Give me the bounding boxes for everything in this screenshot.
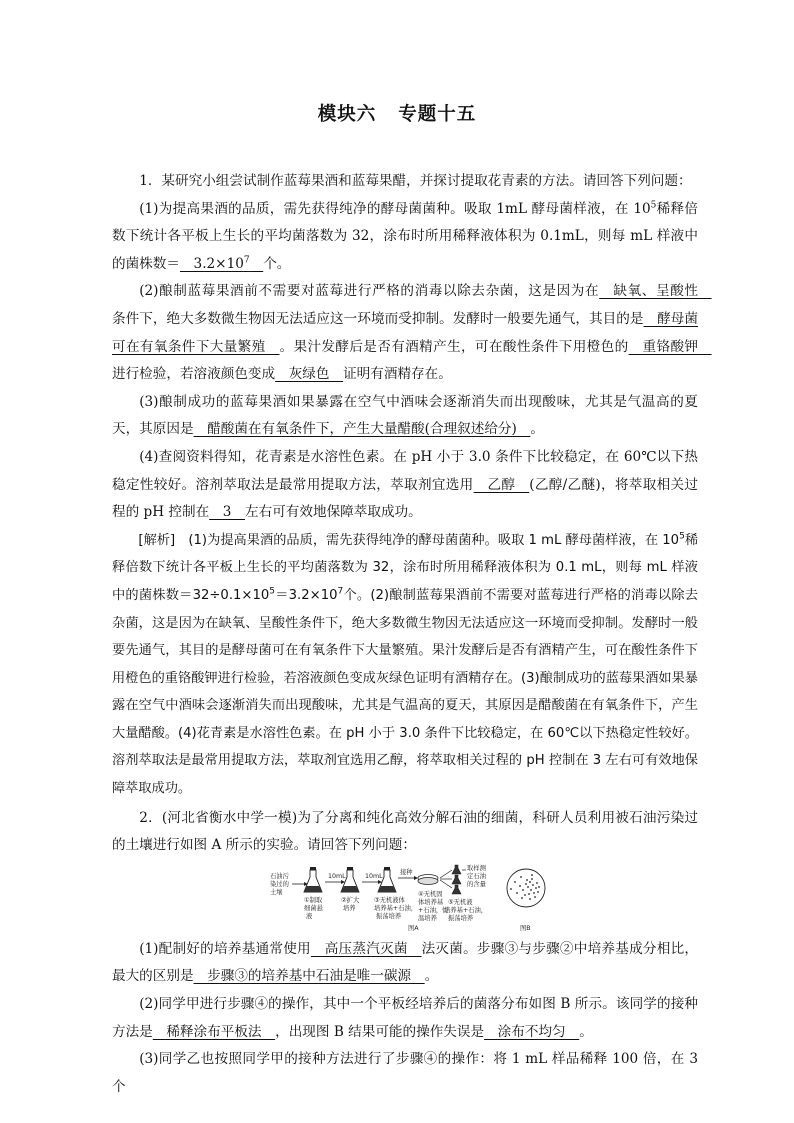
svg-text:③无机液体: ③无机液体	[374, 896, 405, 904]
page-title	[0, 100, 794, 126]
answer-blank: 乙醇	[473, 476, 530, 493]
colony-plate-icon	[507, 869, 545, 907]
svg-text:④无机固: ④无机固	[418, 890, 443, 898]
svg-text:振荡培养: 振荡培养	[376, 912, 402, 920]
svg-text:体培养基: 体培养基	[418, 898, 444, 906]
answer-blank: 重铬酸钾	[628, 338, 712, 355]
answer-blank: $3.2\times 10^7$	[179, 255, 250, 272]
answer-blank: 稀释涂布平板法	[152, 1023, 276, 1040]
title-module: 模块六	[317, 104, 377, 125]
q2-stem: 2．(河北省衡水中学一模)为了分离和纯化高效分解石油的细菌，科研人员利用被石油污染过的土壤进行如图 A 所示的实验。请回答下列问题：	[112, 809, 698, 854]
answer-blank: 灰绿色	[275, 366, 344, 383]
figure-a-label: 图A	[408, 924, 419, 932]
figure-b-label: 图B	[520, 924, 531, 932]
soil-label-1: 石油污	[270, 872, 289, 880]
svg-text:培养基+石油，: 培养基+石油，	[444, 906, 488, 914]
experiment-figure	[112, 864, 698, 932]
q2-part3: (3)同学乙也按照同学甲的接种方法进行了步骤④的操作：将 1 mL 样品稀释 100 倍，在 3 个	[112, 1051, 698, 1095]
svg-text:培养: 培养	[343, 904, 356, 912]
soil-label-2: 染过的	[270, 880, 289, 888]
answer-blank: 缺氧、呈酸性	[599, 283, 712, 300]
answer-blank: 3	[209, 504, 246, 521]
q1-part2: (2)酿制蓝莓果酒前不需要对蓝莓进行严格的消毒以除去杂菌，这是因为在 缺氧、呈酸性 条件下，绝大多数微生物因无法适应这一环境而受抑制。发酵时一般要先通气，其目的是 酵母菌可在有氧条件下大量繁殖 。果汁发酵后是否有酒精产生，可在酸性条件下用橙色的 重铬酸钾 进行检验，若溶液颜色变成 灰绿色 证明有酒精存在。	[112, 283, 712, 383]
q1-part1: (1)为提高果酒的品质，需先获得纯净的酵母菌菌种。吸取 1mL 酵母菌样液，在 $10^5$稀释倍数下统计各平板上生长的平均菌落数为 32，涂布时所用稀释液体积为 0.1mL，则每 mL 样液中的菌株数＝ $3.2\times 10^7$ 个。	[112, 200, 698, 272]
petri-dish-icon	[418, 874, 438, 884]
svg-text:定石油: 定石油	[467, 872, 486, 880]
flask-1-icon	[304, 867, 322, 892]
arrow-label-1: 10mL	[328, 872, 346, 880]
experiment-diagram	[268, 864, 548, 932]
title-topic: 专题十五	[398, 104, 477, 125]
svg-text:温培养: 温培养	[418, 914, 437, 922]
q1-analysis: [解析] (1)为提高果酒的品质，需先获得纯净的酵母菌菌种。吸取 1 mL 酵母菌样液，在 $10^5$稀释倍数下统计各平板上生长的平均菌落数为 32，涂布时所用稀释液体积为 0.1 mL，则每 mL 样液中的菌株数$=32\div 0.1\times 10^5=3.2\times 10^7$个。(2)酿制蓝莓果酒前不需要对蓝莓进行严格的消毒以除去杂菌，这是因为在缺氧、呈酸性条件下，绝大多数微生物因无法适应这一环境而受抑制。发酵时一般要先通气，其目的是酵母菌可在有氧条件下大量繁殖。果汁发酵后是否有酒精产生，可在酸性条件下用橙色的重铬酸钾进行检验，若溶液颜色变成灰绿色证明有酒精存在。(3)酿制成功的蓝莓果酒如果暴露在空气中酒味会逐渐消失而出现酸味，尤其是气温高的夏天，其原因是醋酸菌在有氧条件下，产生大量醋酸。(4)花青素是水溶性色素。在 pH 小于 3.0 条件下比较稳定，在 60℃以下热稳定性较好。溶剂萃取法是最常用提取方法，萃取剂宜选用乙醇，将萃取相关过程的 pH 控制在 3 左右可有效地保障萃取成功。	[112, 531, 699, 797]
svg-text:细菌悬: 细菌悬	[304, 904, 323, 912]
q1-stem: 1．某研究小组尝试制作蓝莓果酒和蓝莓果醋，并探讨提取花青素的方法。请回答下列问题：	[139, 173, 692, 189]
svg-text:培养基+石油，: 培养基+石油，	[374, 904, 418, 912]
svg-text:+石油，恒: +石油，恒	[418, 906, 449, 914]
arrow-label-2: 10mL	[365, 872, 383, 880]
svg-text:振荡培养: 振荡培养	[448, 914, 474, 922]
svg-text:②扩大: ②扩大	[341, 896, 360, 904]
svg-text:⑤无机液: ⑤无机液	[448, 898, 473, 906]
q1-part3: (3)酿制成功的蓝莓果酒如果暴露在空气中酒味会逐渐消失而出现酸味，尤其是气温高的夏天，其原因是 醋酸菌在有氧条件下，产生大量醋酸(合理叙述给分) 。	[112, 393, 698, 438]
soil-label-3: 土壤	[270, 888, 283, 896]
document-content	[112, 168, 712, 1101]
flask-group-icon	[452, 865, 461, 894]
q1-part4: (4)查阅资料得知，花青素是水溶性色素。在 pH 小于 3.0 条件下比较稳定，在 60℃以下热稳定性较好。溶剂萃取法是最常用提取方法，萃取剂宜选用 乙醇 (乙醇/乙醚)，将萃取相关过程的 pH 控制在 3 左右可有效地保障萃取成功。	[112, 448, 699, 521]
answer-blank: 步骤③的培养基中石油是唯一碳源	[193, 968, 425, 985]
svg-text:①制取: ①制取	[304, 896, 323, 904]
answer-blank: 涂布不均匀	[484, 1023, 580, 1040]
answer-blank: 高压蒸汽灭菌	[310, 940, 422, 957]
svg-text:的含量: 的含量	[467, 880, 486, 888]
svg-text:液: 液	[306, 912, 313, 920]
svg-text:取样测: 取样测	[467, 864, 486, 872]
q2-part1: (1)配制好的培养基通常使用 高压蒸汽灭菌 法灭菌。步骤③与步骤②中培养基成分相比，最大的区别是 步骤③的培养基中石油是唯一碳源 。	[112, 940, 699, 985]
answer-blank: 醋酸菌在有氧条件下，产生大量醋酸(合理叙述给分)	[193, 421, 531, 438]
inoculate-label: 接种	[400, 868, 413, 876]
q2-part2: (2)同学甲进行步骤④的操作，其中一个平板经培养后的菌落分布如图 B 所示。该同学的接种方法是 稀释涂布平板法 ，出现图 B 结果可能的操作失误是 涂布不均匀 。	[112, 996, 698, 1040]
analysis-label: [解析]	[138, 532, 176, 548]
answer-blank: 酵母菌可在有氧条件下大量繁殖	[112, 310, 699, 355]
